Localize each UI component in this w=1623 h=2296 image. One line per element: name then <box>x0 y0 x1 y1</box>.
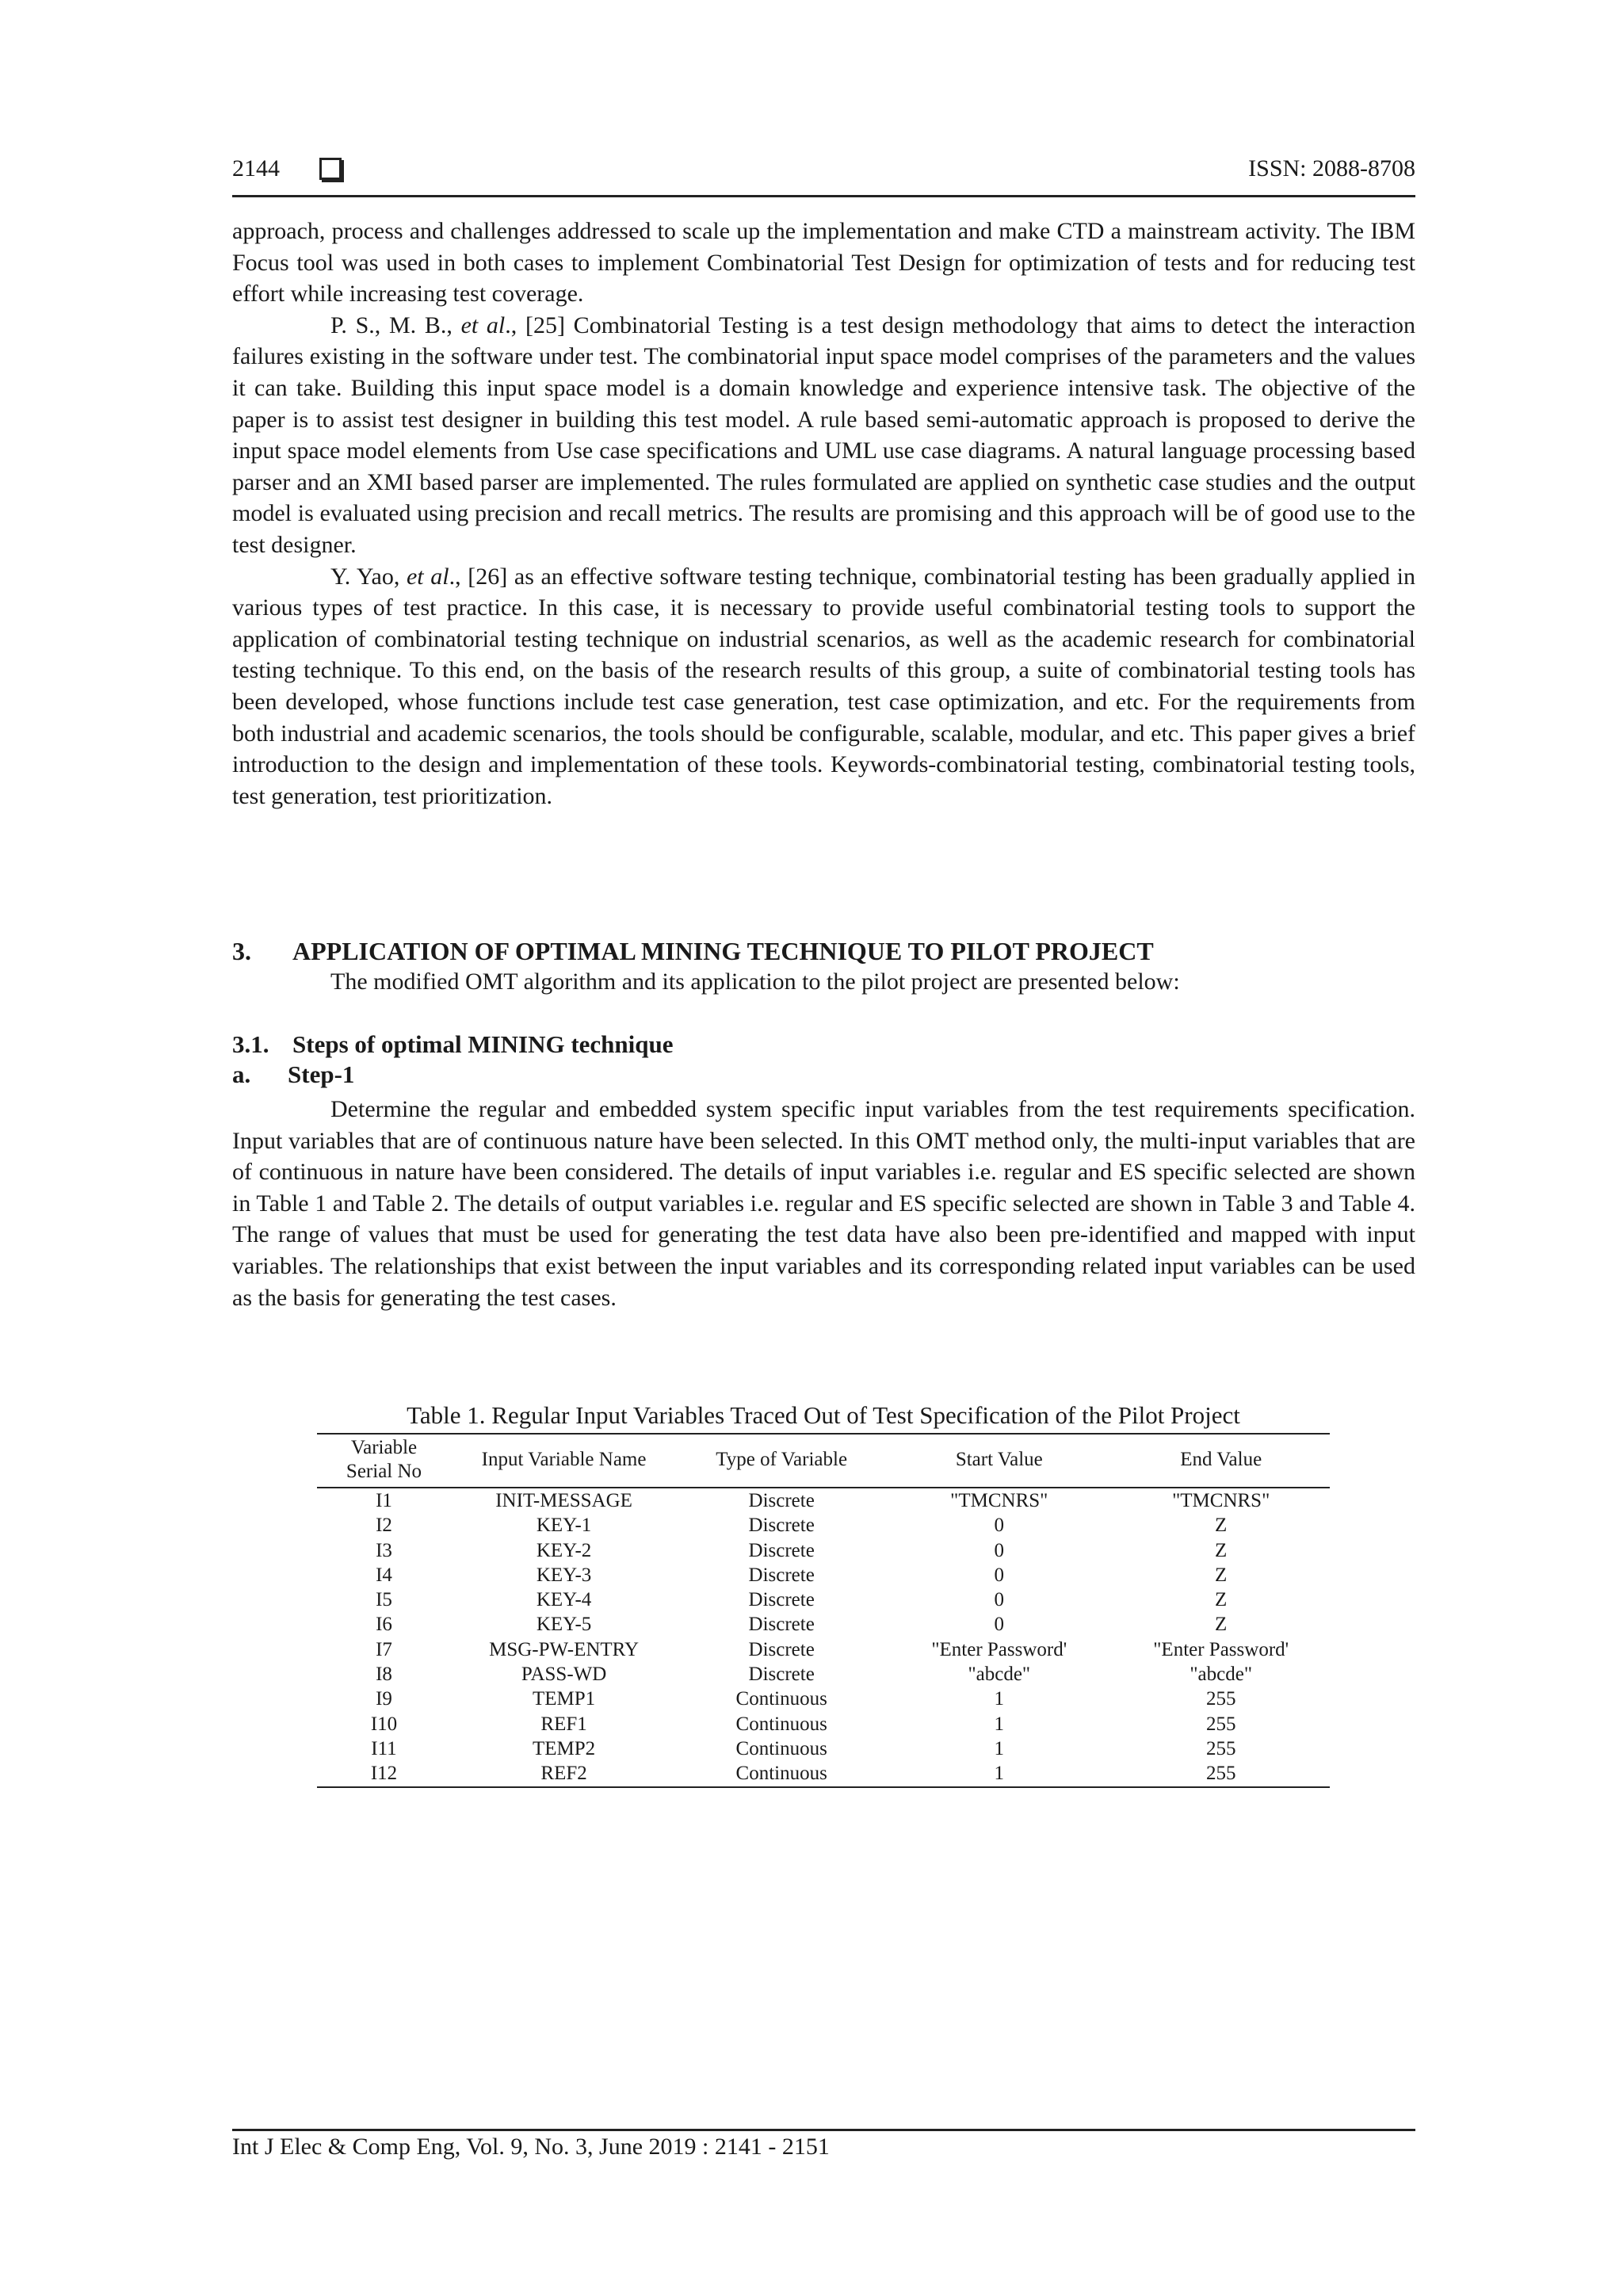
table-cell: KEY-2 <box>536 1539 592 1561</box>
table-row <box>317 1637 1330 1662</box>
table-cell: INIT-MESSAGE <box>495 1490 632 1511</box>
table-cell: I9 <box>376 1688 392 1710</box>
step-title: Step-1 <box>288 1060 355 1088</box>
table-cell: KEY-4 <box>536 1589 592 1611</box>
table-cell: Discrete <box>748 1564 815 1586</box>
table-cell: 0 <box>994 1564 1005 1586</box>
section-number: 3. <box>232 937 251 965</box>
table-row <box>317 1587 1330 1612</box>
subsection-heading <box>232 1030 674 1059</box>
table-cell: 1 <box>886 1761 1112 1786</box>
table-cell: 1 <box>994 1713 1005 1735</box>
table-cell: I11 <box>371 1737 397 1759</box>
table-row <box>317 1563 1330 1587</box>
header-serial <box>317 1434 451 1488</box>
table-cell: Z <box>1215 1564 1228 1586</box>
step-body <box>232 1094 1415 1313</box>
table-cell: 255 <box>1205 1737 1236 1759</box>
table-cell: "abcde" <box>1190 1664 1253 1686</box>
footer-rule <box>232 2129 1415 2131</box>
table-cell: Discrete <box>748 1539 815 1561</box>
table-cell: "TMCNRS" <box>950 1490 1048 1511</box>
table-row <box>317 1612 1330 1637</box>
table-cell: 255 <box>1205 1688 1236 1710</box>
table-cell: Discrete <box>748 1589 815 1611</box>
header-serial-line2: Serial No <box>346 1461 422 1482</box>
table-cell: MSG-PW-ENTRY <box>489 1638 640 1660</box>
table <box>317 1433 1330 1788</box>
issn-label: ISSN: 2088-8708 <box>1248 155 1415 181</box>
table-cell: Z <box>1215 1614 1228 1636</box>
table-header-row <box>317 1434 1330 1488</box>
table-cell: 0 <box>994 1515 1005 1537</box>
table-cell: 255 <box>1112 1761 1330 1786</box>
ref26-text: ., [26] as an effective software testing technique, combinatorial testing has been gradually applied in various types of test practice. In this case, it is necessary to provide useful combinatorial testing tools to support the application of combinatorial testing technique on industrial scenarios, as well as the academic research for combinatorial testing technique. To this end, on the basis of the research results of this group, a suite of combinatorial testing tools has been developed, whose functions include test case generation, test case optimization, and etc. For the requirements from both industrial and academic scenarios, the tools should be configurable, scalable, modular, and etc. This paper gives a brief introduction to the design and implementation of these tools. Keywords-combinatorial testing, combinatorial testing tools, test generation, test prioritization. <box>232 563 1415 809</box>
table-cell: "Enter Password' <box>931 1638 1067 1660</box>
table-cell: 0 <box>994 1539 1005 1561</box>
table-cell: 1 <box>994 1688 1005 1710</box>
table-cell: 1 <box>994 1737 1005 1759</box>
ref26-authors: Y. Yao, <box>330 563 407 590</box>
header-end: End Value <box>1112 1434 1330 1488</box>
table-cell: "abcde" <box>968 1664 1031 1686</box>
input-variables-table <box>317 1433 1330 1788</box>
table-cell: I12 <box>317 1761 451 1786</box>
table-row <box>317 1662 1330 1687</box>
table-cell: 0 <box>994 1614 1005 1636</box>
table-cell: Z <box>1215 1539 1228 1561</box>
table-cell: I1 <box>376 1490 392 1511</box>
header-start: Start Value <box>886 1434 1112 1488</box>
table-cell: I10 <box>370 1713 398 1735</box>
subsection-title: Steps of optimal MINING technique <box>292 1030 674 1058</box>
table-cell: I6 <box>376 1614 392 1636</box>
table-cell: 0 <box>994 1589 1005 1611</box>
table-cell: KEY-1 <box>536 1515 592 1537</box>
section-title: APPLICATION OF OPTIMAL MINING TECHNIQUE TO PILOT PROJECT <box>292 937 1154 965</box>
table-cell: Discrete <box>748 1664 815 1686</box>
table-caption: Table 1. Regular Input Variables Traced Out of Test Specification of the Pilot Project <box>407 1401 1240 1429</box>
table-cell: 255 <box>1205 1713 1236 1735</box>
table-row <box>317 1736 1330 1761</box>
table-cell: TEMP1 <box>532 1688 596 1710</box>
header-type: Type of Variable <box>677 1434 886 1488</box>
step-heading <box>232 1060 354 1089</box>
paragraph-continuation: approach, process and challenges addressed to scale up the implementation and make CTD a mainstream activity. The IBM Focus tool was used in both cases to implement Combinatorial Test Design for optimization of tests and for reducing test effort while increasing test coverage. <box>232 218 1415 308</box>
table-cell: Continuous <box>677 1761 886 1786</box>
section-intro: The modified OMT algorithm and its application to the pilot project are presented below: <box>330 968 1180 995</box>
table-cell: I7 <box>376 1638 392 1660</box>
paragraph-ref-26 <box>232 561 1415 812</box>
table-cell: I3 <box>376 1539 392 1561</box>
table-cell: Discrete <box>748 1515 815 1537</box>
table-row <box>317 1513 1330 1538</box>
page-header <box>232 155 1415 197</box>
table-cell: REF1 <box>540 1713 587 1735</box>
table-row <box>317 1761 1330 1786</box>
step-number: a. <box>232 1060 251 1088</box>
table-cell: Continuous <box>735 1737 827 1759</box>
table-cell: REF2 <box>451 1761 677 1786</box>
subsection-number: 3.1. <box>232 1030 269 1058</box>
table-cell: Discrete <box>748 1490 815 1511</box>
table-row <box>317 1687 1330 1711</box>
table-cell: TEMP2 <box>532 1737 596 1759</box>
table-cell: I4 <box>376 1564 392 1586</box>
ref25-authors: P. S., M. B., <box>330 311 461 338</box>
section-heading <box>232 937 1154 966</box>
table-cell: Z <box>1215 1515 1228 1537</box>
checkbox-square-icon <box>319 158 342 180</box>
ref25-text: ., [25] Combinatorial Testing is a test design methodology that aims to detect the interaction failures existing in the software under test. The combinatorial input space model comprises of the parameters and the values it can take. Building this input space model is a domain knowledge and experience intensive task. The objective of the paper is to assist test designer in building this test model. A rule based semi-automatic approach is proposed to derive the input space model elements from Use case specifications and UML use case diagrams. A natural language processing based parser and an XMI based parser are implemented. The rules formulated are applied on synthetic case studies and the output model is evaluated using precision and recall metrics. The results are promising and this approach will be of good use to the test designer. <box>232 311 1415 558</box>
ref25-etal: et al <box>460 311 506 338</box>
paragraph-ref-25 <box>232 310 1415 561</box>
footer-citation: Int J Elec & Comp Eng, Vol. 9, No. 3, June 2019 : 2141 - 2151 <box>232 2134 830 2160</box>
table-cell: Discrete <box>748 1638 815 1660</box>
table-cell: I2 <box>376 1515 392 1537</box>
table-cell: I5 <box>376 1589 392 1611</box>
table-cell: KEY-5 <box>536 1614 592 1636</box>
table-cell: I8 <box>376 1664 392 1686</box>
header-serial-line1: Variable <box>350 1437 418 1458</box>
page-number: 2144 <box>232 155 280 181</box>
table-cell: "Enter Password' <box>1153 1638 1289 1660</box>
step-paragraph: Determine the regular and embedded system specific input variables from the test requirements specification. Input variables that are of continuous nature have been selected. In this OMT method only, the multi-input variables that are of continuous in nature have been considered. The details of input variables i.e. regular and ES specific selected are shown in Table 1 and Table 2. The details of output variables i.e. regular and ES specific selected are shown in Table 3 and Table 4. The range of values that must be used for generating the test data have also been pre-identified and mapped with input variables. The relationships that exist between the input variables and its corresponding related input variables can be used as the basis for generating the test cases. <box>232 1096 1415 1311</box>
body-text <box>232 216 1415 812</box>
table-row <box>317 1488 1330 1513</box>
table-cell: KEY-3 <box>536 1564 592 1586</box>
table-cell: PASS-WD <box>521 1664 607 1686</box>
ref26-etal: et al <box>406 563 449 590</box>
table-cell: Continuous <box>735 1688 827 1710</box>
table-cell: "TMCNRS" <box>1172 1490 1270 1511</box>
table-cell: Discrete <box>748 1614 815 1636</box>
table-row <box>317 1538 1330 1563</box>
table-cell: Z <box>1215 1589 1228 1611</box>
header-name: Input Variable Name <box>451 1434 677 1488</box>
table-row <box>317 1712 1330 1736</box>
table-cell: Continuous <box>735 1713 827 1735</box>
